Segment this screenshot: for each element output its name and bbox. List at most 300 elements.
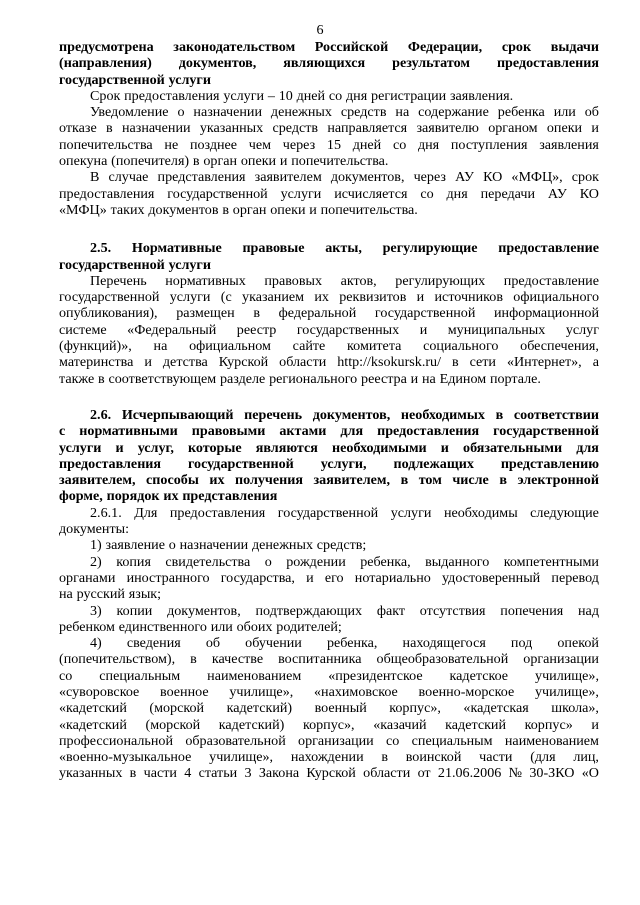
word: воинской (405, 749, 462, 766)
word: «казачий (373, 716, 427, 733)
word: предоставления (377, 423, 480, 440)
word: их (209, 472, 225, 489)
word: в (253, 305, 260, 322)
word: и (440, 439, 449, 456)
word: через (413, 169, 446, 186)
word: «кадетский (59, 700, 127, 717)
word: назначении (193, 104, 262, 121)
word: предоставления (169, 504, 266, 521)
word: в (400, 472, 409, 489)
word: 4 (184, 765, 192, 782)
word: предоставления (59, 455, 162, 472)
word: необходимыми (332, 439, 427, 456)
word: социального (423, 338, 499, 355)
text-line (59, 488, 599, 504)
text-line (59, 635, 599, 651)
word: разделе (219, 370, 266, 387)
text-line (59, 305, 599, 321)
word: наименованием (504, 732, 599, 749)
word: и (306, 569, 314, 586)
word: язык; (128, 586, 162, 603)
text-line (59, 717, 599, 733)
word: дней (296, 87, 326, 104)
word: отсутствия (419, 602, 486, 619)
text-line (59, 668, 599, 684)
text-line (59, 765, 599, 781)
word: выданного (425, 553, 490, 570)
word: услуги (223, 87, 265, 104)
word: регионального (269, 370, 358, 387)
word: услуги, (320, 455, 367, 472)
text-line (59, 603, 599, 619)
text-line (59, 104, 599, 120)
word: об (205, 635, 221, 652)
word: области (363, 765, 411, 782)
word: http://ksokursk.ru/ (337, 354, 441, 371)
word: Уведомление (90, 104, 169, 121)
word: Для (134, 504, 158, 521)
word: о (264, 553, 272, 570)
word: свидетельства (165, 553, 251, 570)
word: денежных (251, 537, 313, 554)
word: Курской (306, 765, 356, 782)
word: заявителем, (59, 472, 136, 489)
word: услуги (280, 185, 322, 202)
word: услуги (59, 439, 102, 456)
word: (для (530, 749, 556, 766)
text-line (59, 120, 599, 136)
text-line (59, 407, 599, 423)
word: заявления (539, 136, 599, 153)
word: актами (279, 423, 327, 440)
word: денежных (270, 104, 332, 121)
word: случае (108, 169, 149, 186)
word: государственной (59, 256, 165, 273)
word: исчисляется (334, 185, 408, 202)
word: и (591, 716, 599, 733)
word: назначении (179, 537, 249, 554)
word: от (417, 765, 431, 782)
word: иностранного (126, 569, 210, 586)
word: предоставления (124, 87, 220, 104)
word: Исчерпывающий (121, 406, 234, 423)
word: чем (248, 136, 272, 153)
text-line (59, 240, 599, 256)
word: 10 (278, 87, 293, 104)
word: документы: (59, 521, 129, 538)
word: 2.6.1. (90, 504, 122, 521)
word: Курской (218, 354, 269, 371)
word: сети (469, 354, 496, 371)
word: соответствующем (108, 370, 217, 387)
word: в (451, 354, 459, 371)
word: и (416, 289, 425, 306)
word: сайте (292, 338, 326, 355)
word: реестр (236, 321, 277, 338)
word: опеки (270, 201, 306, 218)
word: услуг, (137, 439, 174, 456)
word: и (144, 354, 152, 371)
word: средств (272, 120, 319, 137)
text-line (59, 39, 599, 55)
word: нахождении (290, 749, 364, 766)
word: специальным (99, 667, 181, 684)
section-heading (59, 407, 599, 505)
word: документов, (312, 406, 391, 423)
word: ребенка (497, 104, 545, 121)
word: организации (298, 732, 374, 749)
word: заявителю (416, 120, 479, 137)
word: заявления. (449, 87, 514, 104)
word: В (90, 169, 100, 186)
word: опубликования), (59, 305, 158, 322)
word: обеспечения, (520, 338, 599, 355)
word: в (98, 370, 105, 387)
word: «Интернет», (506, 354, 582, 371)
text-line (59, 354, 599, 370)
word: правовых (264, 272, 323, 289)
word: официальном (189, 338, 271, 355)
word: регулирующие (382, 240, 478, 257)
word: предусмотрена (59, 39, 154, 55)
word: передачи (480, 185, 536, 202)
word: или (210, 618, 233, 635)
word: № (508, 765, 523, 782)
word: (морской (145, 716, 201, 733)
word: статьи (198, 765, 238, 782)
word: воспитанника (278, 651, 362, 668)
paragraph-gap (59, 218, 599, 240)
text-line (59, 137, 599, 153)
word: результатом (392, 55, 470, 72)
word: образовательной (185, 732, 286, 749)
word: военно-морское (418, 683, 515, 700)
paragraph (59, 104, 599, 169)
text-line (59, 338, 599, 354)
word: о (168, 537, 176, 554)
word: ребенка, (360, 553, 411, 570)
paragraph (59, 273, 599, 387)
word: факт (376, 602, 406, 619)
word: 30-ЗКО (529, 765, 575, 782)
word: со (328, 87, 343, 104)
word: на (59, 586, 73, 603)
word: системе (59, 321, 107, 338)
word: единственного (118, 618, 207, 635)
word: попечительства. (320, 201, 418, 218)
word: опеки (240, 153, 277, 170)
word: Перечень (90, 272, 147, 289)
word: части (143, 765, 177, 782)
word: порядок (106, 488, 160, 505)
word: об (584, 104, 599, 121)
text-line (59, 55, 599, 71)
word: КО (483, 169, 503, 186)
word: ребенка, (326, 635, 378, 652)
word: орган (232, 201, 267, 218)
word: размещен (176, 305, 235, 322)
word: предоставление (503, 272, 599, 289)
paragraph-gap (59, 387, 599, 407)
text-line (59, 684, 599, 700)
word: услуги (168, 256, 211, 273)
word: 4) (90, 635, 102, 652)
word: 2.6. (90, 406, 112, 423)
word: качестве (211, 651, 264, 668)
text-line (59, 554, 599, 570)
word: военный (314, 700, 367, 717)
text-line (59, 570, 599, 586)
text-line (59, 586, 599, 602)
word: компетентными (503, 553, 599, 570)
word: средств; (316, 537, 367, 554)
text-line (59, 651, 599, 667)
text-line (59, 521, 599, 537)
word: кадетское (449, 667, 509, 684)
word: государственной (493, 423, 599, 440)
text-line (59, 153, 599, 169)
word: «О (581, 765, 599, 782)
word: со (392, 136, 407, 153)
word: муниципальных (447, 321, 546, 338)
word: том (418, 472, 442, 489)
text-line (59, 472, 599, 488)
word: органом (488, 120, 538, 137)
word: регулирующих (395, 272, 486, 289)
word: следующие (530, 504, 599, 521)
word: со (386, 732, 400, 749)
word: получения (235, 472, 304, 489)
word: Срок (90, 87, 121, 104)
word: 21.06.2006 (437, 765, 502, 782)
word: профессиональной (59, 732, 173, 749)
text-line (59, 749, 599, 765)
word: позднее (189, 136, 238, 153)
word: попечения (500, 602, 564, 619)
word: государственной (59, 289, 160, 306)
word: в (106, 120, 113, 137)
word: указанных (199, 120, 264, 137)
word: «МФЦ», (511, 169, 563, 186)
word: о (177, 104, 185, 121)
text-line (59, 456, 599, 472)
word: копия (116, 553, 151, 570)
word: рождении (286, 553, 346, 570)
word: обучении (245, 635, 302, 652)
word: училище», (535, 667, 599, 684)
text-line (59, 257, 599, 273)
word: копии (116, 602, 153, 619)
word: «военно-музыкальное (59, 749, 192, 766)
word: кадетский) (226, 700, 293, 717)
word: опеки (546, 120, 583, 137)
word: Федерации, (407, 39, 483, 55)
word: 1) (90, 537, 102, 554)
word: документов, (330, 169, 405, 186)
word: официального (513, 289, 599, 306)
text-line (59, 169, 599, 185)
text-line (59, 423, 599, 439)
word: государственных (296, 321, 400, 338)
word: КО (579, 185, 599, 202)
word: регистрации (371, 87, 447, 104)
word: поступления (450, 136, 528, 153)
word: через (282, 136, 316, 153)
document-body (59, 39, 599, 782)
word: являются (255, 439, 318, 456)
word: услуги (390, 504, 432, 521)
word: на (153, 338, 168, 355)
word: дня (346, 87, 368, 104)
word: опекуна (59, 153, 108, 170)
text-line (59, 371, 599, 387)
word: которые (187, 439, 242, 456)
word: АУ (547, 185, 567, 202)
word: предоставления (496, 55, 599, 72)
word: реестра (361, 370, 407, 387)
word: обоих (236, 618, 273, 635)
word: родителей; (276, 618, 342, 635)
text-line (59, 505, 599, 521)
word: документов, (178, 55, 257, 72)
word: специальным (411, 732, 493, 749)
word: услуги (169, 289, 211, 306)
word: электронной (517, 472, 599, 489)
word: документов (148, 201, 219, 218)
word: и (410, 370, 419, 387)
word: (направления) (59, 55, 152, 72)
word: лиц, (573, 749, 599, 766)
word: орган (203, 153, 238, 170)
word: опекой (557, 635, 599, 652)
paragraph (59, 554, 599, 603)
paragraph (59, 537, 599, 553)
word: АУ (455, 169, 474, 186)
word: на (421, 370, 436, 387)
word: части (479, 749, 513, 766)
word: указанием (242, 289, 305, 306)
word: (попечительством), (59, 651, 176, 668)
word: 3 (244, 765, 252, 782)
word: источников (434, 289, 503, 306)
word: услуги (168, 71, 211, 88)
text-line (59, 273, 599, 289)
word: способы (146, 472, 199, 489)
word: портале. (489, 370, 541, 387)
word: правовые (242, 240, 305, 257)
word: государственной (167, 185, 268, 202)
word: представлению (500, 455, 599, 472)
word: 15 (326, 136, 341, 153)
word: представления (157, 169, 246, 186)
word: государственной (374, 305, 476, 322)
text-line (59, 88, 599, 104)
text-line (59, 322, 599, 338)
word: направляется (327, 120, 408, 137)
word: для (340, 423, 364, 440)
word: училище», (209, 749, 274, 766)
word: предоставления (59, 185, 155, 202)
word: указанных (59, 765, 123, 782)
text-line (59, 186, 599, 202)
word: федеральной (278, 305, 357, 322)
word: в (129, 765, 137, 782)
word: «МФЦ» (59, 201, 107, 218)
text-line (59, 440, 599, 456)
word: кадетский) (218, 716, 285, 733)
text-line (59, 202, 599, 218)
word: под (510, 635, 533, 652)
word: области (279, 354, 327, 371)
text-line (59, 733, 599, 749)
word: кадетский (445, 716, 507, 733)
word: нормативных (165, 272, 246, 289)
word: (функций)», (59, 338, 132, 355)
word: дня (446, 185, 468, 202)
word: училище», (229, 683, 294, 700)
word: и (591, 120, 599, 137)
word: заявителем, (313, 472, 391, 489)
word: обязательными (463, 439, 563, 456)
word: дня (417, 136, 440, 153)
word: срок (501, 39, 532, 55)
word: средств (340, 104, 387, 121)
word: акты, (325, 240, 362, 257)
word: услуг (565, 321, 599, 338)
word: их (314, 289, 329, 306)
word: отказе (59, 120, 97, 137)
word: или (553, 104, 576, 121)
word: ребенком (59, 618, 115, 635)
word: «кадетская (463, 700, 529, 717)
paragraph (59, 505, 599, 538)
word: Российской (314, 39, 389, 55)
word: предоставление (498, 240, 599, 257)
paragraph (59, 169, 599, 218)
word: государственной (277, 504, 379, 521)
page-number: 6 (316, 22, 324, 38)
word: нотариально (354, 569, 431, 586)
word: государства, (220, 569, 295, 586)
word: актов, (340, 272, 377, 289)
word: (морской (149, 700, 205, 717)
word: школа», (551, 700, 599, 717)
word: детства (162, 354, 208, 371)
text-line (59, 537, 599, 553)
word: таких (110, 201, 145, 218)
word: попечительства (59, 136, 153, 153)
word: заявителем (254, 169, 322, 186)
word: государственной (187, 455, 294, 472)
word: органами (59, 569, 116, 586)
word: «Федеральный (127, 321, 217, 338)
word: и (309, 201, 317, 218)
section-heading (59, 240, 599, 273)
word: комитета (347, 338, 402, 355)
word: над (578, 602, 599, 619)
text-line (59, 289, 599, 305)
word: являющихся (283, 55, 366, 72)
word: общеобразовательной (376, 651, 509, 668)
paragraph (59, 635, 599, 782)
word: корпус», (389, 700, 441, 717)
word: училище», (535, 683, 599, 700)
word: попечительства. (291, 153, 389, 170)
word: в (495, 406, 504, 423)
word: наименованием (207, 667, 302, 684)
word: Нормативные (131, 240, 222, 257)
word: «суворовское (59, 683, 140, 700)
